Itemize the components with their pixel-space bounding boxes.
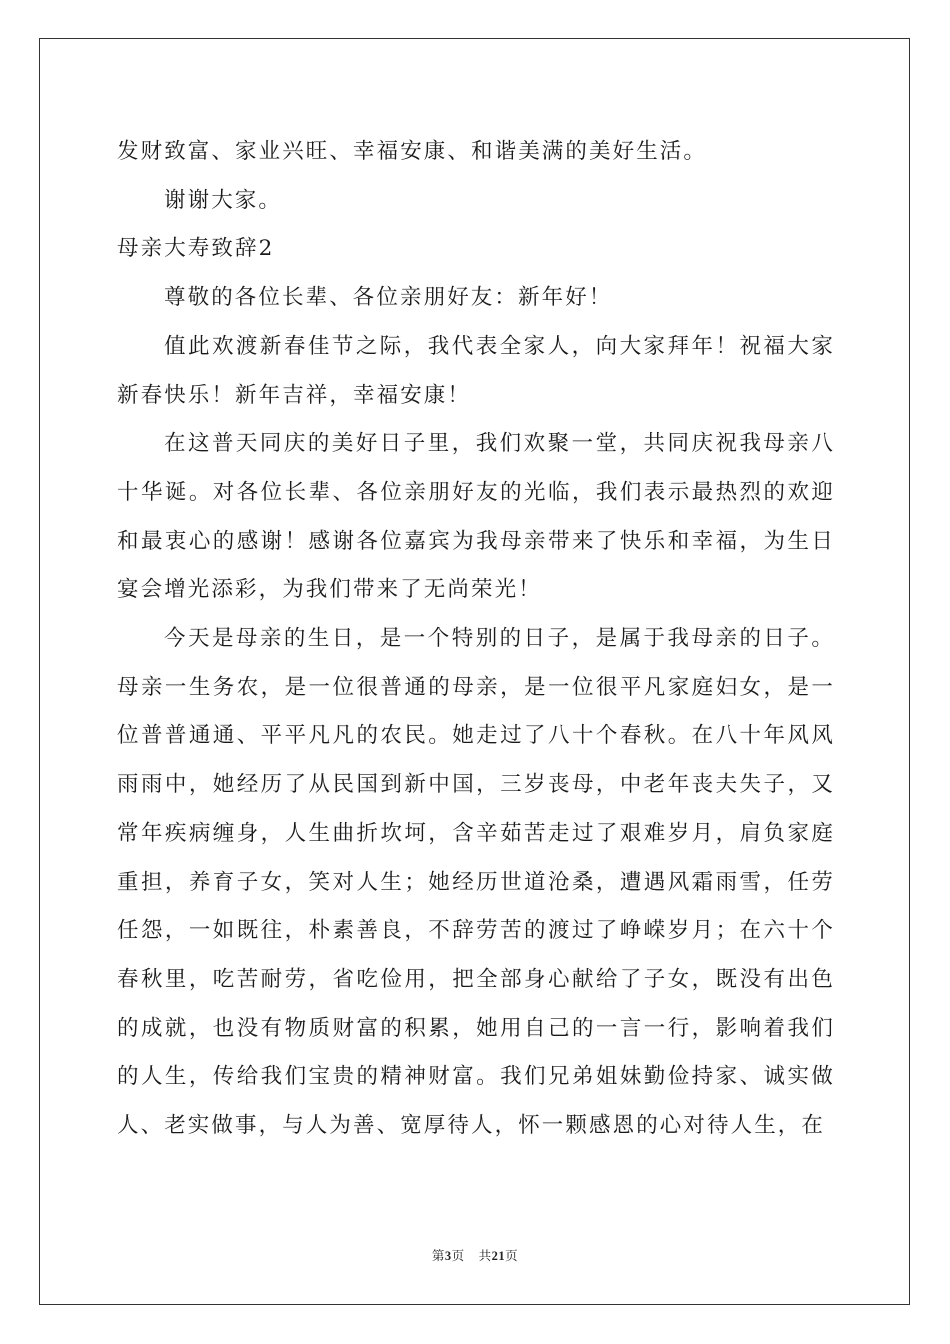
paragraph-mother-life: 今天是母亲的生日，是一个特别的日子，是属于我母亲的日子。母亲一生务农，是一位很普通的母亲，是一位很平凡家庭妇女，是一位普普通通、平平凡凡的农民。她走过了八十个春秋。在八十年风风雨雨中，她经历了从民国到新中国，三岁丧母，中老年丧夫失子，又常年疾病缠身，人生曲折坎坷，含辛茹苦走过了艰难岁月，肩负家庭重担，养育子女，笑对人生；她经历世道沧桑，遭遇风霜雨雪，任劳任怨，一如既往，朴素善良，不辞劳苦的渡过了峥嵘岁月；在六十个春秋里，吃苦耐劳，省吃俭用，把全部身心献给了子女，既没有出色的成就，也没有物质财富的积累，她用自己的一言一行，影响着我们的人生，传给我们宝贵的精神财富。我们兄弟姐妹勤俭持家、诚实做人、老实做事，与人为善、宽厚待人，怀一颗感恩的心对待人生，在 [117,626,835,1139]
page-footer [0,1246,950,1264]
page-suffix: 页 [451,1248,465,1263]
page-total: 21 [491,1249,506,1263]
total-suffix: 页 [505,1248,519,1263]
document-body [117,128,835,1151]
paragraph-thanks: 谢谢大家。 [164,187,283,213]
page-prefix: 第 [431,1248,445,1263]
paragraph-greeting: 尊敬的各位长辈、各位亲朋好友：新年好！ [164,285,613,311]
paragraph-celebration: 在这普天同庆的美好日子里，我们欢聚一堂，共同庆祝我母亲八十华诞。对各位长辈、各位亲朋好友的光临，我们表示最热烈的欢迎和最衷心的感谢！感谢各位嘉宾为我母亲带来了快乐和幸福，为生日宴会增光添彩，为我们带来了无尚荣光！ [117,431,835,603]
total-prefix: 共 [478,1248,492,1263]
paragraph-new-year: 值此欢渡新春佳节之际，我代表全家人，向大家拜年！祝福大家新春快乐！新年吉祥，幸福安康！ [117,333,835,408]
section-heading: 母亲大寿致辞2 [117,236,275,262]
page-current: 3 [444,1249,452,1263]
paragraph-continuation: 发财致富、家业兴旺、幸福安康、和谐美满的美好生活。 [117,139,708,164]
